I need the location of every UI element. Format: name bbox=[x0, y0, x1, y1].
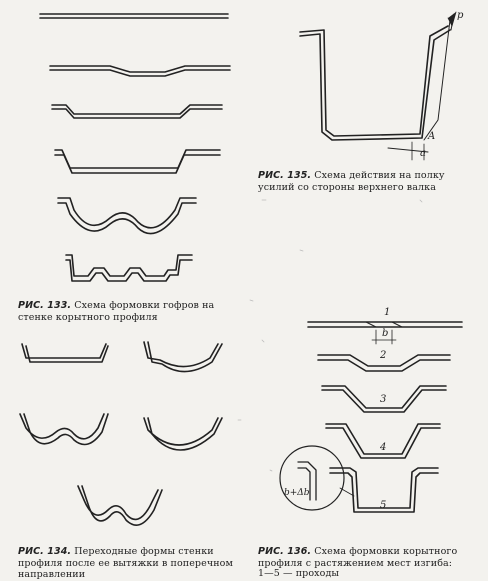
fig135-caption bbox=[258, 170, 482, 193]
fig136-profiles bbox=[280, 322, 462, 512]
fig133-profiles bbox=[40, 14, 230, 281]
fig134-caption-lead: РИС. 134. bbox=[18, 546, 72, 557]
label-A: A bbox=[428, 131, 436, 142]
fig135-caption-lead: РИС. 135. bbox=[258, 170, 312, 181]
fig136-caption-text: Схема формовки корытного профиля с растяжением мест изгиба: bbox=[258, 546, 458, 569]
fig134-caption-text: Переходные формы стенки профиля после ее вытяжки в поперечном направлении bbox=[18, 546, 233, 580]
pass-number-4: 4 bbox=[380, 442, 387, 453]
pass-number-1: 1 bbox=[384, 307, 391, 318]
label-b: b bbox=[382, 328, 389, 339]
pass-number-5: 5 bbox=[380, 500, 387, 511]
fig133-caption-lead: РИС. 133. bbox=[18, 300, 72, 311]
pass-number-2: 2 bbox=[380, 350, 387, 361]
fig134-profiles bbox=[20, 342, 222, 525]
fig136-caption bbox=[258, 546, 484, 569]
fig133-caption bbox=[18, 300, 238, 323]
label-b-plus-delta-b: b+Δb bbox=[284, 488, 310, 498]
scan-noise bbox=[238, 200, 422, 471]
fig135-caption-text: Схема действия на полку усилий со стороны верхнего валка bbox=[258, 170, 445, 193]
label-a: a bbox=[420, 148, 426, 159]
fig134-caption bbox=[18, 546, 243, 581]
pass-number-3: 3 bbox=[380, 394, 387, 405]
fig136-note: 1—5 — проходы bbox=[258, 568, 340, 579]
fig136-caption-lead: РИС. 136. bbox=[258, 546, 312, 557]
label-p: p bbox=[457, 10, 464, 21]
fig133-caption-text: Схема формовки гофров на стенке корытного профиля bbox=[18, 300, 215, 323]
